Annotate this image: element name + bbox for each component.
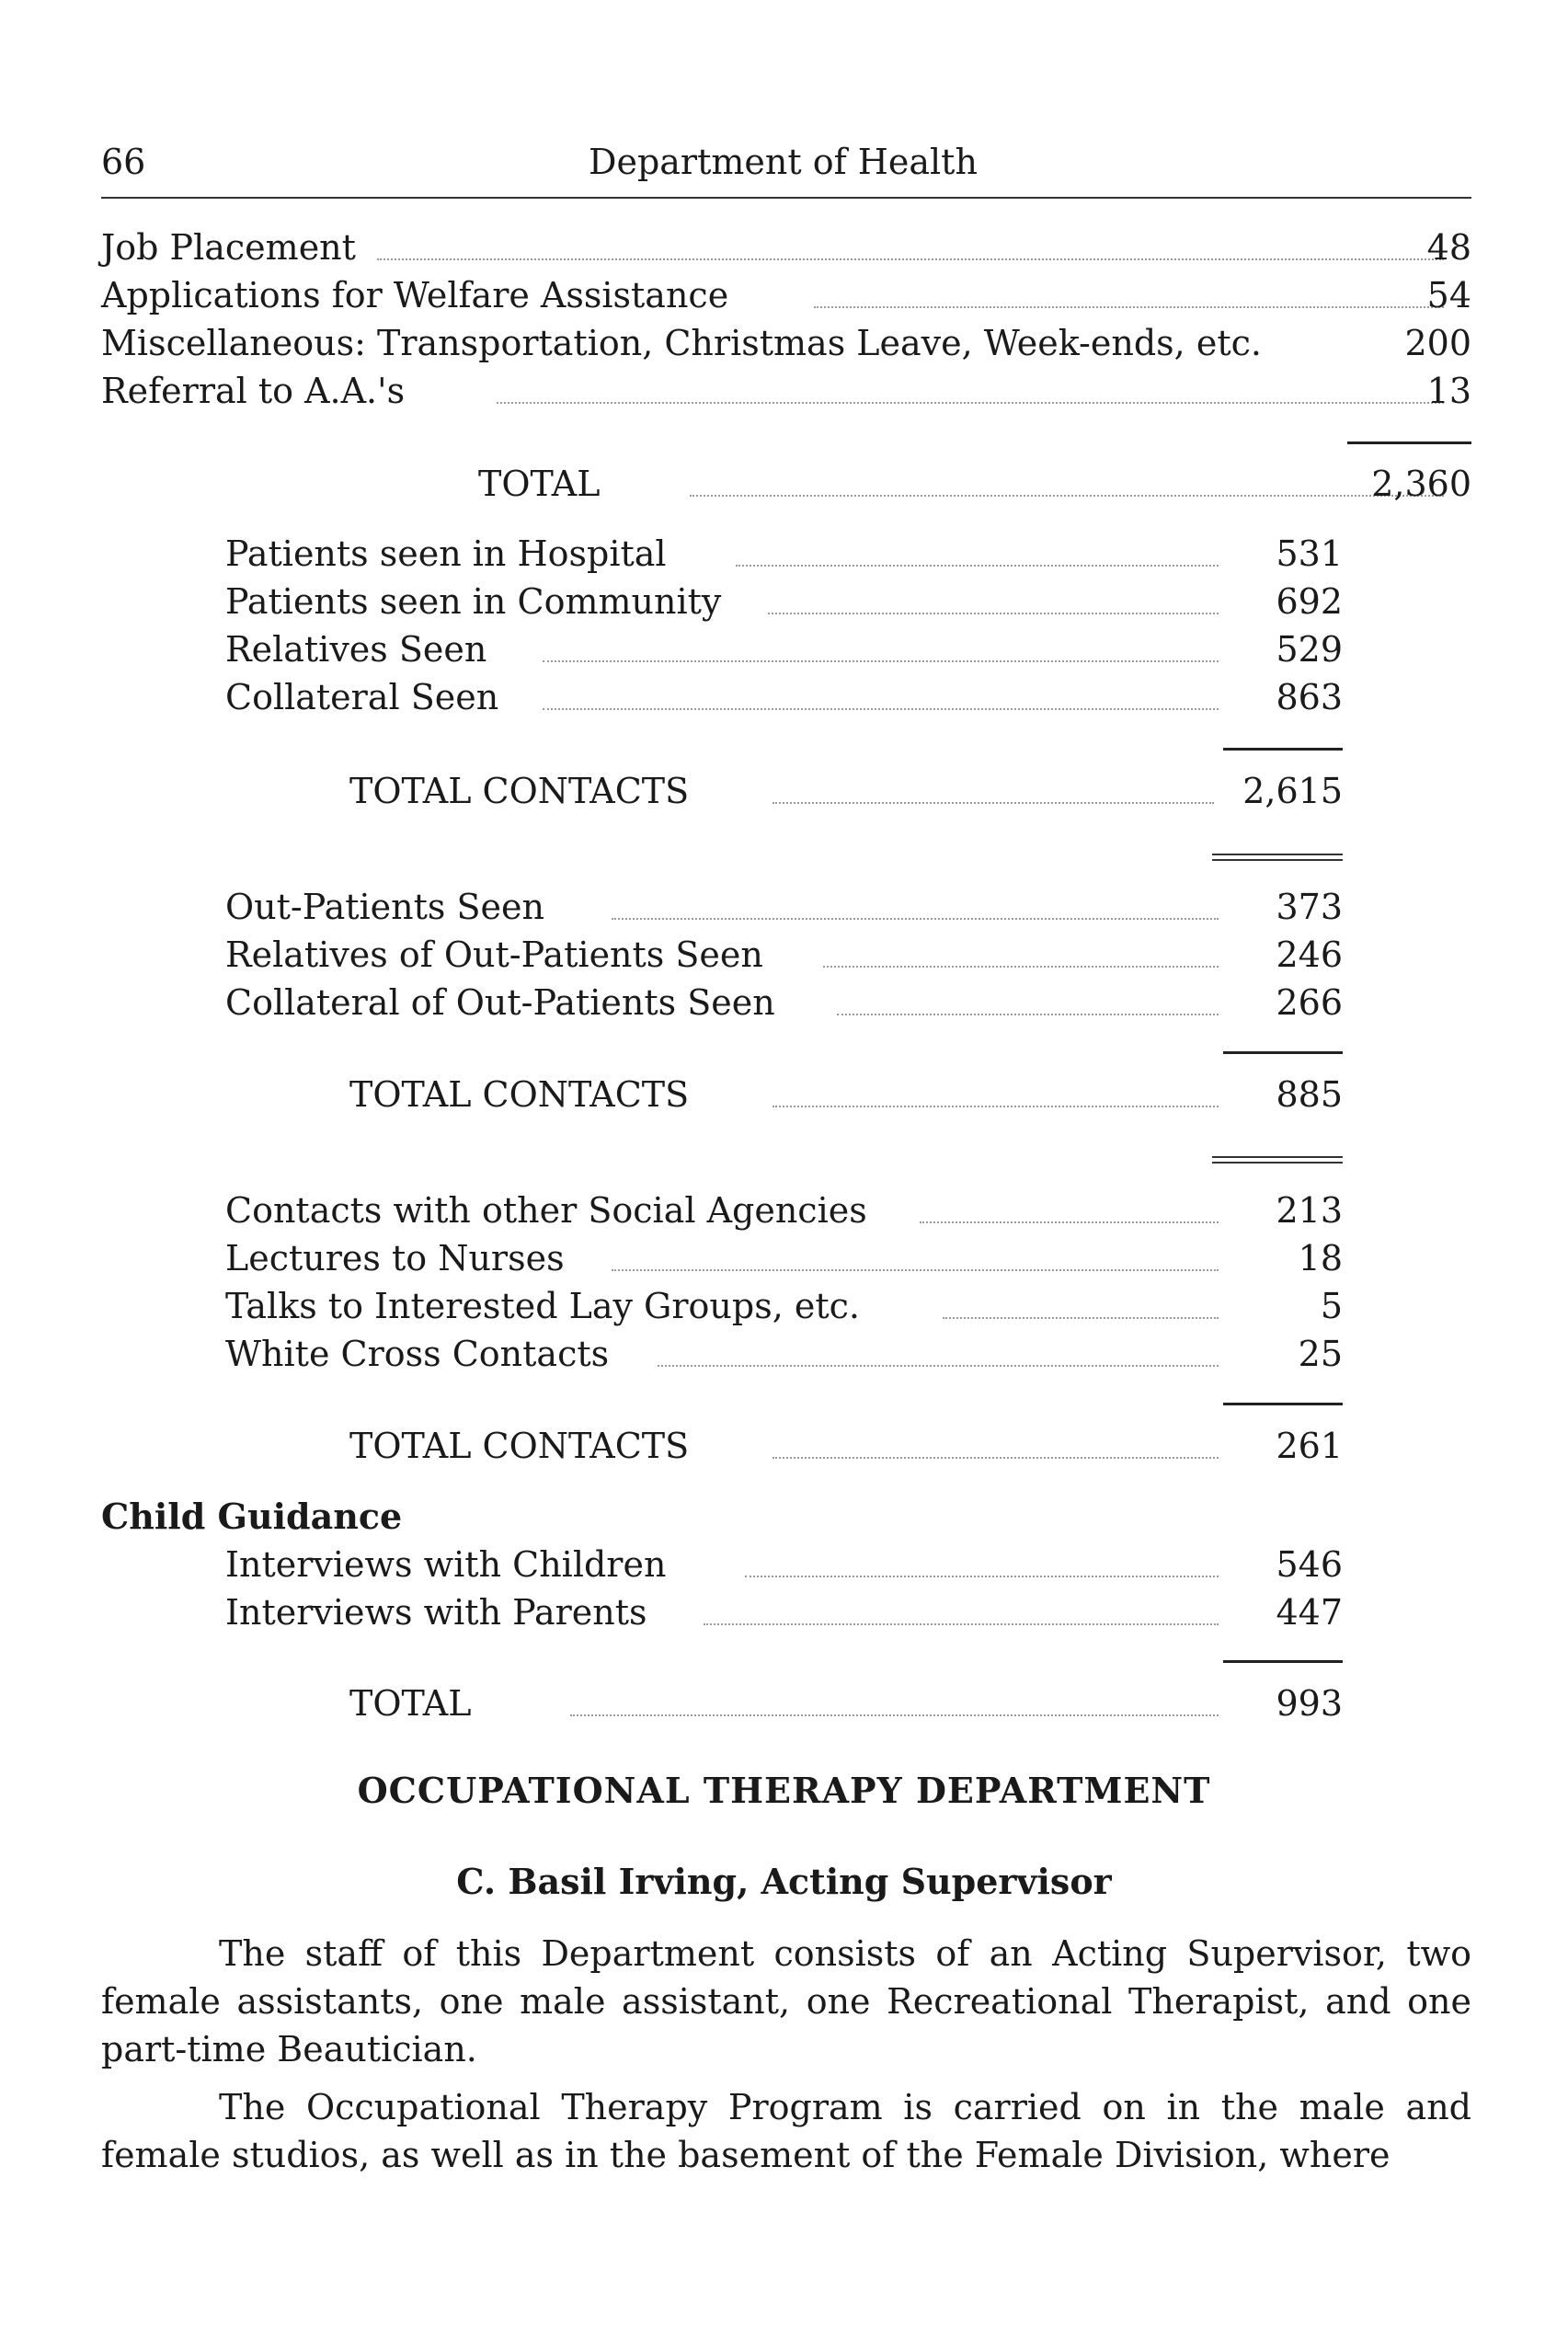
item-value: 529 bbox=[1276, 629, 1343, 670]
leader-dots bbox=[570, 1714, 1219, 1716]
page-header bbox=[101, 138, 1471, 186]
leader-dots bbox=[773, 802, 1214, 804]
item-label: Collateral of Out-Patients Seen bbox=[225, 982, 775, 1023]
leader-dots bbox=[773, 1457, 1219, 1459]
leader-dots bbox=[704, 1623, 1219, 1625]
item-value: 54 bbox=[1426, 275, 1471, 315]
item-value: 200 bbox=[1404, 323, 1471, 363]
total-value: 2,360 bbox=[1371, 464, 1471, 504]
item-value: 546 bbox=[1276, 1544, 1343, 1585]
leader-dots bbox=[690, 495, 1444, 497]
total-row bbox=[101, 460, 1471, 508]
leader-dots bbox=[543, 660, 1219, 662]
page-number: 66 bbox=[101, 142, 146, 182]
leader-dots bbox=[736, 565, 1219, 567]
list-item bbox=[225, 883, 1343, 931]
total-value: 2,615 bbox=[1242, 771, 1343, 811]
double-rule bbox=[1212, 1156, 1343, 1164]
item-value: 863 bbox=[1276, 677, 1343, 717]
sum-rule bbox=[1223, 1051, 1343, 1054]
total-label: TOTAL bbox=[349, 1683, 472, 1724]
total-label: TOTAL CONTACTS bbox=[349, 1074, 690, 1115]
total-label: TOTAL CONTACTS bbox=[349, 1426, 690, 1466]
department-heading: OCCUPATIONAL THERAPY DEPARTMENT bbox=[357, 1770, 1211, 1811]
item-value: 531 bbox=[1276, 533, 1343, 574]
list-item bbox=[101, 319, 1471, 367]
sum-rule bbox=[1223, 1403, 1343, 1405]
leader-dots bbox=[612, 918, 1219, 920]
item-label: Relatives of Out-Patients Seen bbox=[225, 934, 763, 975]
list-item bbox=[225, 578, 1343, 625]
leader-dots bbox=[943, 1317, 1219, 1319]
total-value: 885 bbox=[1276, 1074, 1343, 1115]
list-item bbox=[225, 1541, 1343, 1588]
list-item bbox=[225, 931, 1343, 979]
leader-dots bbox=[612, 1269, 1219, 1271]
double-rule bbox=[1212, 854, 1343, 861]
item-label: Collateral Seen bbox=[225, 677, 499, 717]
sum-rule bbox=[1347, 441, 1471, 444]
item-label: Interviews with Parents bbox=[225, 1592, 647, 1633]
item-value: 373 bbox=[1276, 887, 1343, 927]
section-heading: Child Guidance bbox=[101, 1496, 403, 1537]
total-label: TOTAL bbox=[478, 464, 601, 504]
total-row bbox=[225, 1422, 1343, 1470]
list-item bbox=[225, 530, 1343, 578]
list-item bbox=[225, 673, 1343, 721]
item-label: Interviews with Children bbox=[225, 1544, 667, 1585]
item-value: 692 bbox=[1276, 581, 1343, 622]
total-value: 261 bbox=[1276, 1426, 1343, 1466]
item-label: Relatives Seen bbox=[225, 629, 487, 670]
paragraph: The staff of this Department consists of an Acting Supervisor, two female assistants, one male assistant, one Recreational Therapist, and one part-time Beautician. bbox=[101, 1933, 1471, 2069]
list-item bbox=[225, 1186, 1343, 1234]
leader-dots bbox=[814, 306, 1444, 308]
list-item bbox=[101, 271, 1471, 319]
item-label: Talks to Interested Lay Groups, etc. bbox=[225, 1286, 861, 1326]
total-value: 993 bbox=[1276, 1683, 1343, 1724]
total-row bbox=[225, 767, 1343, 815]
item-label: Referral to A.A.'s bbox=[101, 371, 406, 411]
leader-dots bbox=[837, 1014, 1219, 1015]
item-value: 246 bbox=[1276, 934, 1343, 975]
item-label: Patients seen in Community bbox=[225, 581, 722, 622]
list-item bbox=[225, 625, 1343, 673]
leader-dots bbox=[377, 258, 1444, 260]
item-label: Patients seen in Hospital bbox=[225, 533, 667, 574]
item-value: 48 bbox=[1426, 227, 1471, 268]
sum-rule bbox=[1223, 1660, 1343, 1663]
list-item bbox=[225, 979, 1343, 1026]
list-item bbox=[101, 224, 1471, 271]
item-label: Contacts with other Social Agencies bbox=[225, 1190, 867, 1231]
header-rule bbox=[101, 197, 1471, 199]
total-label: TOTAL CONTACTS bbox=[349, 771, 690, 811]
list-item bbox=[225, 1234, 1343, 1282]
item-label: White Cross Contacts bbox=[225, 1334, 610, 1374]
item-label: Job Placement bbox=[101, 227, 356, 268]
leader-dots bbox=[543, 708, 1219, 710]
total-row bbox=[225, 1679, 1343, 1727]
leader-dots bbox=[658, 1365, 1219, 1367]
leader-dots bbox=[768, 613, 1219, 614]
paragraph: The Occupational Therapy Program is carried on in the male and female studios, as well as in the basement of the Female Division, where bbox=[101, 2087, 1471, 2175]
item-value: 447 bbox=[1276, 1592, 1343, 1633]
item-value: 13 bbox=[1426, 371, 1471, 411]
item-value: 213 bbox=[1276, 1190, 1343, 1231]
item-label: Lectures to Nurses bbox=[225, 1238, 565, 1278]
list-item bbox=[225, 1588, 1343, 1636]
item-value: 5 bbox=[1320, 1286, 1343, 1326]
item-value: 25 bbox=[1298, 1334, 1343, 1374]
leader-dots bbox=[497, 402, 1444, 404]
list-item bbox=[225, 1282, 1343, 1330]
item-label: Miscellaneous: Transportation, Christmas Leave, Week-ends, etc. bbox=[101, 323, 1262, 363]
leader-dots bbox=[823, 966, 1219, 968]
sum-rule bbox=[1223, 748, 1343, 751]
list-item bbox=[225, 1330, 1343, 1378]
list-item bbox=[101, 367, 1471, 415]
leader-dots bbox=[773, 1106, 1219, 1107]
item-value: 18 bbox=[1298, 1238, 1343, 1278]
item-value: 266 bbox=[1276, 982, 1343, 1023]
leader-dots bbox=[920, 1221, 1219, 1223]
leader-dots bbox=[745, 1576, 1219, 1577]
supervisor-line: C. Basil Irving, Acting Supervisor bbox=[456, 1861, 1112, 1902]
total-row bbox=[225, 1071, 1343, 1118]
item-label: Out-Patients Seen bbox=[225, 887, 544, 927]
running-title: Department of Health bbox=[589, 142, 978, 182]
item-label: Applications for Welfare Assistance bbox=[101, 275, 729, 315]
